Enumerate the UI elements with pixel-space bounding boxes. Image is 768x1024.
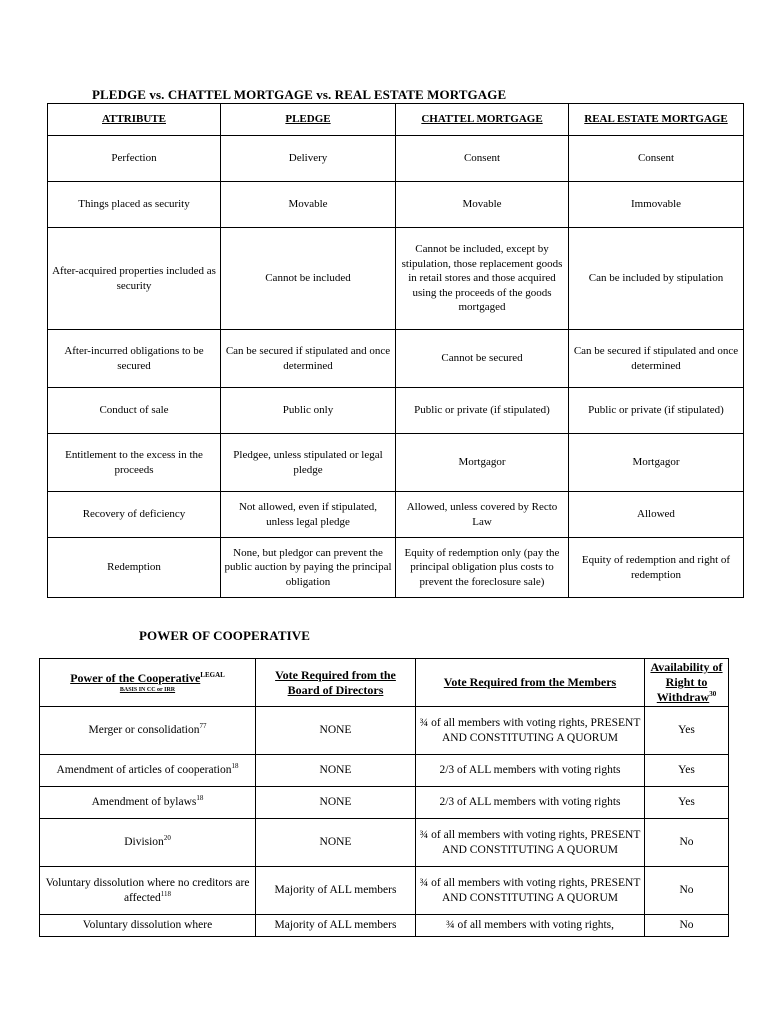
legal-basis-label: BASIS IN CC or IRR [119, 687, 176, 693]
real-estate-mortgage-cell: Public or private (if stipulated) [569, 388, 744, 434]
table-row [40, 787, 729, 819]
board-vote-cell: NONE [256, 819, 416, 867]
withdraw-cell: Yes [645, 755, 729, 787]
footnote-ref: 77 [199, 722, 207, 731]
member-vote-cell: ¾ of all members with voting rights, PRESENT AND CONSTITUTING A QUORUM [416, 819, 645, 867]
real-estate-mortgage-cell: Equity of redemption and right of redemption [569, 538, 744, 598]
power-label: Amendment of articles of cooperation [56, 764, 232, 776]
board-vote-cell: Majority of ALL members [256, 915, 416, 937]
pledge-cell: None, but pledgor can prevent the public auction by paying the principal obligation [221, 538, 396, 598]
power-cell [40, 867, 256, 915]
column-header-attribute: ATTRIBUTE [48, 104, 221, 136]
footnote-ref: 18 [196, 794, 204, 803]
table-row [48, 434, 744, 492]
withdraw-cell: Yes [645, 707, 729, 755]
real-estate-mortgage-cell: Can be included by stipulation [569, 228, 744, 330]
power-header-label: Power of the Cooperative [70, 671, 201, 685]
table-header-row [40, 659, 729, 707]
power-cell [40, 787, 256, 819]
pledge-comparison-table [47, 103, 744, 598]
member-vote-cell: ¾ of all members with voting rights, PRESENT AND CONSTITUTING A QUORUM [416, 707, 645, 755]
power-cell [40, 755, 256, 787]
pledge-cell: Not allowed, even if stipulated, unless legal pledge [221, 492, 396, 538]
column-header-real-estate-mortgage: REAL ESTATE MORTGAGE [569, 104, 744, 136]
table-row [40, 707, 729, 755]
table-row [48, 136, 744, 182]
legal-superscript: LEGAL [200, 671, 225, 679]
real-estate-mortgage-cell: Consent [569, 136, 744, 182]
withdraw-cell: Yes [645, 787, 729, 819]
member-vote-cell: 2/3 of ALL members with voting rights [416, 755, 645, 787]
attribute-cell: After-acquired properties included as security [48, 228, 221, 330]
table-row [40, 819, 729, 867]
table-row [48, 330, 744, 388]
board-vote-cell: NONE [256, 707, 416, 755]
power-label: Amendment of bylaws [91, 796, 197, 808]
footnote-ref: 18 [231, 762, 239, 771]
power-label: Division [124, 836, 164, 848]
real-estate-mortgage-cell: Mortgagor [569, 434, 744, 492]
chattel-mortgage-cell: Mortgagor [396, 434, 569, 492]
attribute-cell: Entitlement to the excess in the proceeds [48, 434, 221, 492]
footnote-ref: 118 [160, 889, 172, 898]
attribute-cell: Recovery of deficiency [48, 492, 221, 538]
table-row [48, 228, 744, 330]
withdraw-cell: No [645, 915, 729, 937]
withdraw-cell: No [645, 867, 729, 915]
chattel-mortgage-cell: Public or private (if stipulated) [396, 388, 569, 434]
pledge-cell: Pledgee, unless stipulated or legal pledge [221, 434, 396, 492]
member-vote-cell: ¾ of all members with voting rights, PRESENT AND CONSTITUTING A QUORUM [416, 867, 645, 915]
power-label: Voluntary dissolution where [82, 919, 213, 931]
table-row [48, 388, 744, 434]
withdraw-cell: No [645, 819, 729, 867]
pledge-cell: Delivery [221, 136, 396, 182]
table-row [40, 915, 729, 937]
attribute-cell: Redemption [48, 538, 221, 598]
power-label: Merger or consolidation [88, 724, 200, 736]
pledge-cell: Can be secured if stipulated and once determined [221, 330, 396, 388]
table-row [48, 182, 744, 228]
table-row [48, 492, 744, 538]
power-cell [40, 915, 256, 937]
column-header-power [40, 659, 256, 707]
power-cell [40, 819, 256, 867]
chattel-mortgage-cell: Equity of redemption only (pay the principal obligation plus costs to prevent the foreclosure sale) [396, 538, 569, 598]
real-estate-mortgage-cell: Can be secured if stipulated and once determined [569, 330, 744, 388]
cooperative-power-table [39, 658, 729, 937]
column-header-member-vote: Vote Required from the Members [416, 659, 645, 707]
member-vote-cell: 2/3 of ALL members with voting rights [416, 787, 645, 819]
pledge-cell: Cannot be included [221, 228, 396, 330]
power-label: Voluntary dissolution where no creditors are affected [45, 876, 250, 904]
real-estate-mortgage-cell: Allowed [569, 492, 744, 538]
cooperative-table-title: POWER OF COOPERATIVE [139, 628, 311, 643]
footnote-ref: 20 [163, 834, 171, 843]
attribute-cell: Conduct of sale [48, 388, 221, 434]
board-vote-cell: NONE [256, 755, 416, 787]
table-row [40, 755, 729, 787]
chattel-mortgage-cell: Consent [396, 136, 569, 182]
real-estate-mortgage-cell: Immovable [569, 182, 744, 228]
chattel-mortgage-cell: Cannot be included, except by stipulation, those replacement goods in retail stores and those acquired using the proceeds of the goods mortgaged [396, 228, 569, 330]
column-header-pledge: PLEDGE [221, 104, 396, 136]
chattel-mortgage-cell: Allowed, unless covered by Recto Law [396, 492, 569, 538]
board-vote-cell: NONE [256, 787, 416, 819]
table-header-row [48, 104, 744, 136]
withdraw-footnote: 30 [709, 690, 717, 698]
column-header-withdraw [645, 659, 729, 707]
power-cell [40, 707, 256, 755]
attribute-cell: Things placed as security [48, 182, 221, 228]
table-row [48, 538, 744, 598]
attribute-cell: After-incurred obligations to be secured [48, 330, 221, 388]
attribute-cell: Perfection [48, 136, 221, 182]
column-header-board-vote: Vote Required from the Board of Directors [256, 659, 416, 707]
pledge-cell: Movable [221, 182, 396, 228]
column-header-chattel-mortgage: CHATTEL MORTGAGE [396, 104, 569, 136]
member-vote-cell: ¾ of all members with voting rights, [416, 915, 645, 937]
board-vote-cell: Majority of ALL members [256, 867, 416, 915]
pledge-cell: Public only [221, 388, 396, 434]
pledge-table-title: PLEDGE vs. CHATTEL MORTGAGE vs. REAL ESTATE MORTGAGE [92, 87, 507, 102]
table-row [40, 867, 729, 915]
chattel-mortgage-cell: Cannot be secured [396, 330, 569, 388]
chattel-mortgage-cell: Movable [396, 182, 569, 228]
withdraw-header-label: Availability of Right to Withdraw [650, 660, 723, 704]
